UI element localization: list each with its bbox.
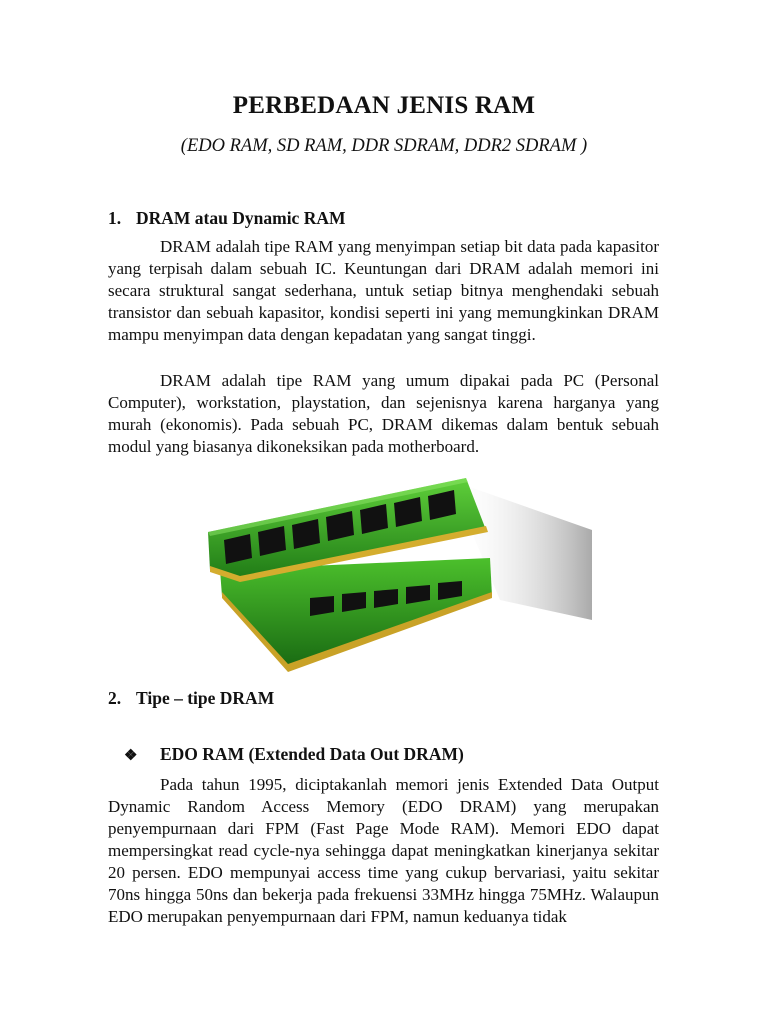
edo-ram-heading — [124, 744, 464, 765]
section-1-heading — [108, 208, 346, 229]
ram-modules-icon — [200, 470, 592, 674]
edo-ram-title: EDO RAM (Extended Data Out DRAM) — [160, 744, 464, 764]
section-2-title: Tipe – tipe DRAM — [136, 688, 275, 708]
section-1-number: 1. — [108, 208, 122, 228]
section-2-number: 2. — [108, 688, 122, 708]
document-subtitle: (EDO RAM, SD RAM, DDR SDRAM, DDR2 SDRAM ) — [180, 136, 588, 156]
ram-modules-image — [200, 470, 592, 674]
edo-ram-paragraph: Pada tahun 1995, diciptakanlah memori jenis Extended Data Output Dynamic Random Access Memory (EDO DRAM) yang merupakan penyempurnaan dari FPM (Fast Page Mode RAM). Memori EDO dapat mempersingkat read cycle-nya sehingga dapat meningkatkan kinerjanya sekitar 20 persen. EDO mempunyai access time yang cukup bervariasi, yaitu sekitar 70ns hingga 50ns dan bekerja pada frekuensi 33MHz hingga 75MHz. Walaupun EDO merupakan penyempurnaan dari FPM, namun keduanya tidak — [108, 775, 659, 926]
document-title: PERBEDAAN JENIS RAM — [232, 92, 536, 119]
section-1-title: DRAM atau Dynamic RAM — [136, 208, 346, 228]
diamond-bullet-icon: ❖ — [124, 748, 138, 764]
section-1-paragraph-1: DRAM adalah tipe RAM yang menyimpan setiap bit data pada kapasitor yang terpisah dalam sebuah IC. Keuntungan dari DRAM adalah memori ini secara struktural sangat sederhana, untuk setiap bitnya menghendaki sebuah transistor dan sebuah kapasitor, kondisi seperti ini yang memungkinkan DRAM mampu menyimpan data dengan kepadatan yang sangat tinggi. — [108, 237, 659, 344]
section-2-heading — [108, 688, 274, 709]
section-1-paragraph-2: DRAM adalah tipe RAM yang umum dipakai pada PC (Personal Computer), workstation, playstation, dan sejenisnya karena harganya yang murah (ekonomis). Pada sebuah PC, DRAM dikemas dalam bentuk sebuah modul yang biasanya dikoneksikan pada motherboard. — [108, 371, 659, 456]
